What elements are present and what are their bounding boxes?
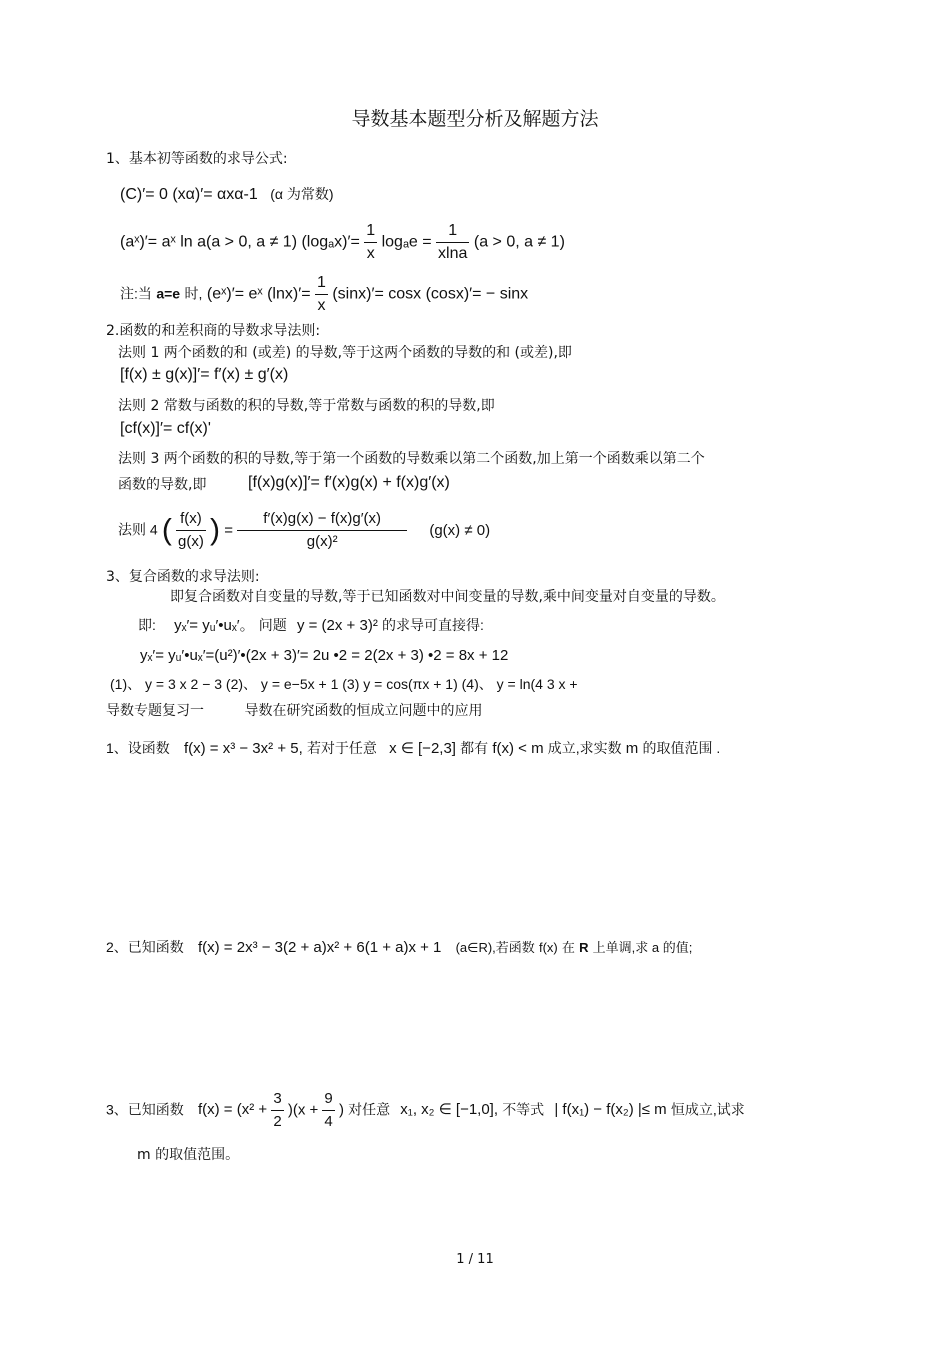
q1-condition: x ∈ [−2,3] — [389, 740, 456, 757]
q3-line-2: m 的取值范围。 — [137, 1147, 240, 1163]
fraction-denominator: g(x)² — [306, 533, 338, 550]
rule-3-formula: [f(x)g(x)]′= f′(x)g(x) + f(x)g′(x) — [248, 474, 450, 491]
review-label: 导数专题复习一 — [106, 703, 204, 719]
q2-condition: (a∈R),若函数 — [455, 940, 535, 955]
equals: = — [224, 522, 233, 539]
fraction — [176, 508, 206, 553]
right-paren: ) — [210, 513, 221, 547]
fraction-denominator: 2 — [273, 1113, 282, 1130]
q2-prefix: 2、已知函数 — [106, 939, 184, 955]
rule-2-formula: [cf(x)]′= cf(x)' — [120, 420, 211, 437]
chain-rule-result: yₓ′= yᵤ′•uₓ′=(u²)′•(2x + 3)′= 2u •2 = 2(2x + 3) •2 = 8x + 12 — [140, 647, 509, 664]
q1-prefix: 1、设函数 — [106, 740, 170, 756]
q1-formula: f(x) = x³ − 3x² + 5, — [183, 740, 303, 757]
q3-prefix: 3、已知函数 — [106, 1101, 184, 1118]
exercise-list: (1)、 y = 3 x 2 − 3 (2)、 y = e−5x + 1 (3) y = cos(πx + 1) (4)、 y = ln(4 3 x + — [110, 676, 578, 692]
q2-tail: 在 — [561, 940, 575, 955]
q1-mid: 若对于任意 — [306, 740, 377, 756]
formula-const-power — [120, 184, 334, 204]
page-number: 1 / 11 — [456, 1252, 494, 1267]
formula-text: (aˣ)′= aˣ ln a(a > 0, a ≠ 1) (logₐx)′= — [120, 233, 360, 251]
fraction-numerator: 9 — [322, 1088, 334, 1111]
fraction — [315, 272, 328, 317]
note-condition: a=e — [156, 285, 181, 302]
rule-1-text: 法则 1 两个函数的和 (或差) 的导数,等于这两个函数的导数的和 (或差),即 — [118, 345, 572, 361]
q2-formula: f(x) = 2x³ − 3(2 + a)x² + 6(1 + a)x + 1 — [197, 939, 442, 956]
q2-fx: f(x) — [538, 940, 558, 955]
rule-3-text: 法则 3 两个函数的积的导数,等于第一个函数的导数乘以第二个函数,加上第一个函数乘以第二个 — [118, 451, 705, 467]
q1-inequality: f(x) < m — [492, 740, 544, 757]
formula-text: (a > 0, a ≠ 1) — [473, 233, 565, 251]
note-prefix: 注:当 — [120, 285, 152, 302]
formula-exp-log — [120, 220, 565, 265]
question-2 — [106, 937, 692, 957]
question-1 — [106, 738, 720, 758]
q3-mid: 对任意 — [348, 1101, 391, 1118]
rule-2-text: 法则 2 常数与函数的积的导数,等于常数与函数的积的导数,即 — [118, 398, 495, 414]
fraction — [322, 1088, 334, 1133]
example-label: 即: — [138, 617, 156, 633]
section-2-heading: 2.函数的和差积商的导数求导法则: — [106, 323, 321, 339]
fraction — [271, 1088, 283, 1133]
q3-formula-a: f(x) = (x² + — [197, 1101, 268, 1119]
q3-tail: 恒成立,试求 — [670, 1101, 745, 1118]
example-question: 问题 — [258, 617, 287, 633]
section-3-desc: 即复合函数对自变量的导数,等于已知函数对中间变量的导数,乘中间变量对自变量的导数。 — [170, 589, 725, 605]
formula-text: (sinx)′= cosx (cosx)′= − sinx — [332, 285, 529, 303]
chain-rule-example — [138, 614, 484, 635]
rule-4-label: 法则 4 — [118, 521, 158, 538]
fraction — [436, 220, 469, 265]
fraction-denominator: x — [317, 297, 326, 314]
left-paren: ( — [161, 513, 172, 547]
fraction-numerator: 3 — [271, 1088, 283, 1111]
example-question-formula: y = (2x + 3)² — [296, 617, 378, 634]
fraction-denominator: g(x) — [178, 533, 204, 550]
page-title: 导数基本题型分析及解题方法 — [351, 108, 599, 130]
q3-vars: x₁, x₂ ∈ [−1,0], — [400, 1101, 499, 1119]
formula-note-e — [120, 272, 528, 317]
formula-note: (α 为常数) — [270, 186, 334, 202]
formula-text: logₐe = — [381, 233, 432, 251]
section-3-heading: 3、复合函数的求导法则: — [106, 569, 260, 585]
fraction-numerator: f′(x)g(x) − f(x)g′(x) — [237, 508, 407, 531]
question-3 — [106, 1088, 745, 1133]
rule-1-formula: [f(x) ± g(x)]′= f′(x) ± g′(x) — [120, 366, 289, 383]
q3-inequality: | f(x₁) − f(x₂) |≤ m — [554, 1101, 667, 1119]
q3-formula-c: ) — [338, 1101, 344, 1119]
example-formula: yₓ′= yᵤ′•uₓ′。 — [174, 617, 255, 634]
example-question-tail: 的求导可直接得: — [381, 617, 484, 633]
rule-3-text-2: 函数的导数,即 — [118, 477, 207, 493]
review-title — [106, 700, 482, 720]
q1-tail: 成立,求实数 — [547, 740, 622, 756]
fraction-numerator: 1 — [364, 220, 377, 243]
fraction-numerator: f(x) — [176, 508, 206, 531]
review-topic: 导数在研究函数的恒成立问题中的应用 — [244, 703, 483, 719]
rule-4-condition: (g(x) ≠ 0) — [429, 522, 491, 539]
q1-mid2: 都有 — [460, 740, 489, 756]
formula-text: (eˣ)′= eˣ (lnx)′= — [206, 285, 311, 303]
fraction — [364, 220, 377, 265]
section-1-heading: 1、基本初等函数的求导公式: — [106, 151, 288, 167]
fraction — [237, 508, 407, 553]
note-when: 时, — [184, 285, 203, 302]
q3-formula-b: )(x + — [287, 1101, 319, 1119]
fraction-numerator: 1 — [315, 272, 328, 295]
q1-tail2: 的取值范围 . — [642, 740, 721, 756]
fraction-denominator: 4 — [324, 1113, 333, 1130]
rule-4 — [118, 508, 490, 553]
fraction-denominator: x — [366, 245, 375, 262]
q1-var: m — [625, 740, 639, 757]
q2-R: R — [579, 940, 589, 955]
fraction-denominator: xlna — [438, 245, 468, 262]
fraction-numerator: 1 — [436, 220, 469, 243]
formula-text: (C)′= 0 (xα)′= αxα-1 — [120, 186, 258, 203]
q3-ineq-label: 不等式 — [502, 1101, 545, 1118]
q2-tail2: 上单调,求 a 的值; — [592, 940, 693, 955]
